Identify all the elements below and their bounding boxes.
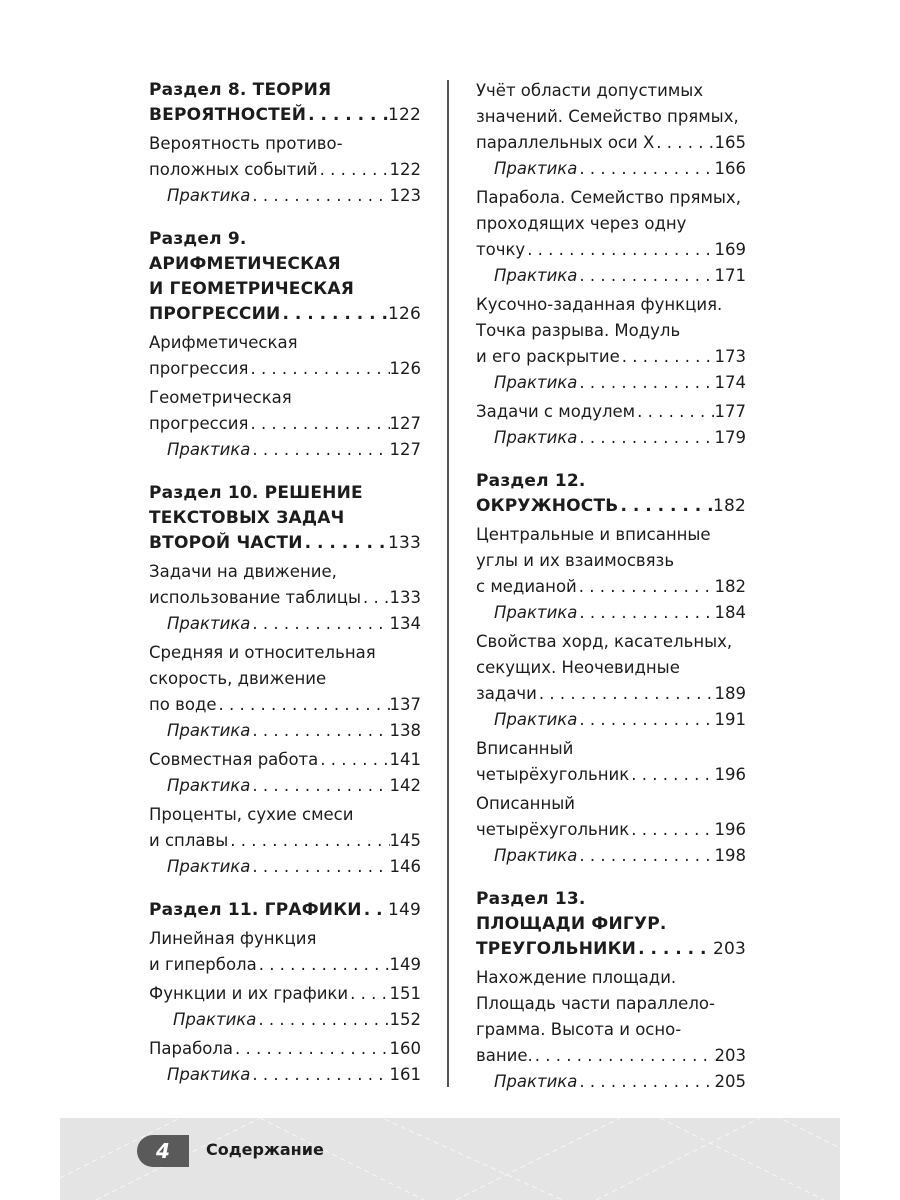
page-number: 191	[714, 710, 746, 729]
practice-entry[interactable]: Практика . . . 174	[476, 370, 746, 396]
page-number: 203	[714, 1046, 746, 1065]
toc-entry[interactable]: Проценты, сухие смеси и сплавы . . . 145	[149, 802, 421, 854]
section-heading: Раздел 9. АРИФМЕТИЧЕСКАЯ И ГЕОМЕТРИЧЕСКАЯ ПРОГРЕССИИ . . . 126	[149, 227, 421, 327]
page-number: 142	[389, 776, 421, 795]
page-number: 123	[389, 186, 421, 205]
section-13[interactable]	[476, 887, 746, 1095]
practice-entry[interactable]: Практика . . . 127	[149, 437, 421, 463]
section-heading: Раздел 13. ПЛОЩАДИ ФИГУР. ТРЕУГОЛЬНИКИ . . . 203	[476, 887, 746, 962]
page-number: 149	[387, 900, 421, 920]
practice-entry[interactable]: Практика . . . 191	[476, 707, 746, 733]
page-number: 127	[389, 440, 421, 459]
page-number: 133	[389, 588, 421, 607]
page-number: 171	[714, 266, 746, 285]
page-number: 126	[387, 304, 421, 324]
page-number: 141	[389, 750, 421, 769]
page-number: 205	[714, 1072, 746, 1091]
practice-entry[interactable]: Практика . . . 134	[149, 611, 421, 637]
practice-entry[interactable]: Практика . . . 171	[476, 263, 746, 289]
page-number: 151	[389, 984, 421, 1003]
section-heading: Раздел 11. ГРАФИКИ . . . 149	[149, 898, 421, 923]
section-10[interactable]	[149, 481, 421, 880]
section-11-continued[interactable]	[476, 78, 746, 451]
page-number: 145	[389, 831, 421, 850]
toc-entry[interactable]: Линейная функция и гипербола . . . 149	[149, 926, 421, 978]
toc-entry[interactable]: Функции и их графики . . . 151	[149, 981, 421, 1007]
page-number: 182	[714, 577, 746, 596]
toc-right-column	[476, 78, 746, 1113]
page-number: 196	[714, 765, 746, 784]
toc-entry[interactable]: Вероятность противо- положных событий . . . 122	[149, 131, 421, 183]
toc-entry[interactable]: Парабола . . . 160	[149, 1036, 421, 1062]
toc-entry[interactable]: Геометрическая прогрессия . . . 127	[149, 385, 421, 437]
toc-entry[interactable]: Вписанный четырёхугольник . . . 196	[476, 736, 746, 788]
toc-entry[interactable]: Совместная работа . . . 141	[149, 747, 421, 773]
toc-left-column	[149, 78, 421, 1106]
section-9[interactable]	[149, 227, 421, 463]
page-number: 173	[714, 347, 746, 366]
page-number: 126	[389, 359, 421, 378]
section-12[interactable]	[476, 469, 746, 869]
column-divider	[447, 80, 449, 1087]
toc-entry[interactable]: Парабола. Семейство прямых, проходящих через одну точку . . . 169	[476, 185, 746, 263]
page-number: 122	[389, 160, 421, 179]
page-number: 122	[387, 105, 421, 125]
page-number: 184	[714, 603, 746, 622]
page-number: 165	[714, 133, 746, 152]
toc-entry[interactable]: Учёт области допустимых значений. Семейство прямых, параллельных оси X . . . 165	[476, 78, 746, 156]
section-8[interactable]	[149, 78, 421, 209]
toc-entry[interactable]: Центральные и вписанные углы и их взаимосвязь с медианой . . . 182	[476, 522, 746, 600]
toc-entry[interactable]: Описанный четырёхугольник . . . 196	[476, 791, 746, 843]
page-number-badge: 4	[137, 1135, 189, 1167]
toc-entry[interactable]: Свойства хорд, касательных, секущих. Неочевидные задачи . . . 189	[476, 629, 746, 707]
page-number: 179	[714, 428, 746, 447]
page-number: 161	[389, 1065, 421, 1084]
practice-entry[interactable]: Практика . . . 179	[476, 425, 746, 451]
page-number: 152	[389, 1010, 421, 1029]
toc-entry[interactable]: Нахождение площади. Площадь части параллело- грамма. Высота и осно- вание. . . . 203	[476, 965, 746, 1069]
page-number: 182	[712, 496, 746, 516]
page-number: 203	[712, 939, 746, 959]
page-number: 138	[389, 721, 421, 740]
practice-entry[interactable]: Практика . . . 152	[149, 1007, 421, 1033]
practice-entry[interactable]: Практика . . . 184	[476, 600, 746, 626]
practice-entry[interactable]: Практика . . . 161	[149, 1062, 421, 1088]
toc-entry[interactable]: Арифметическая прогрессия . . . 126	[149, 330, 421, 382]
page-number: 174	[714, 373, 746, 392]
page-number: 196	[714, 820, 746, 839]
page-number: 127	[389, 414, 421, 433]
page-number: 133	[387, 533, 421, 553]
practice-entry[interactable]: Практика . . . 166	[476, 156, 746, 182]
footer-title: Содержание	[206, 1140, 324, 1159]
page-number: 166	[714, 159, 746, 178]
practice-entry[interactable]: Практика . . . 142	[149, 773, 421, 799]
practice-entry[interactable]: Практика . . . 123	[149, 183, 421, 209]
practice-entry[interactable]: Практика . . . 146	[149, 854, 421, 880]
practice-entry[interactable]: Практика . . . 138	[149, 718, 421, 744]
page-number: 169	[714, 240, 746, 259]
page-number: 137	[389, 695, 421, 714]
page-number: 146	[389, 857, 421, 876]
section-heading: Раздел 12. ОКРУЖНОСТЬ . . . 182	[476, 469, 746, 519]
section-heading: Раздел 10. РЕШЕНИЕ ТЕКСТОВЫХ ЗАДАЧ ВТОРОЙ ЧАСТИ . . . 133	[149, 481, 421, 556]
section-11[interactable]	[149, 898, 421, 1088]
page-number: 189	[714, 684, 746, 703]
page-number: 134	[389, 614, 421, 633]
toc-entry[interactable]: Кусочно-заданная функция. Точка разрыва. Модуль и его раскрытие . . . 173	[476, 292, 746, 370]
page-number: 149	[389, 955, 421, 974]
page-number: 198	[714, 846, 746, 865]
practice-entry[interactable]: Практика . . . 198	[476, 843, 746, 869]
practice-entry[interactable]: Практика . . . 205	[476, 1069, 746, 1095]
toc-entry[interactable]: Задачи с модулем . . . 177	[476, 399, 746, 425]
toc-entry[interactable]: Средняя и относительная скорость, движение по воде . . . 137	[149, 640, 421, 718]
toc-entry[interactable]: Задачи на движение, использование таблицы . . . 133	[149, 559, 421, 611]
page-number: 177	[714, 402, 746, 421]
page-number: 160	[389, 1039, 421, 1058]
section-heading: Раздел 8. ТЕОРИЯ ВЕРОЯТНОСТЕЙ . . . 122	[149, 78, 421, 128]
